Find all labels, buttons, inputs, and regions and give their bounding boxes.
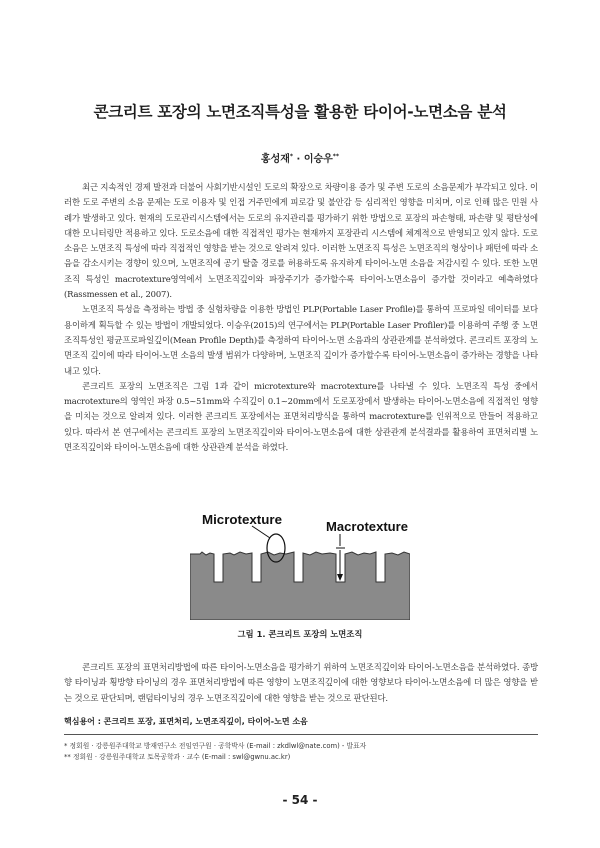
author-mark: **: [332, 153, 340, 160]
conclusion-text: [64, 660, 538, 706]
texture-diagram: [190, 512, 410, 620]
texture-figure: [190, 512, 410, 620]
author-name: 홍성재: [260, 154, 290, 165]
microtexture-leader: [252, 526, 270, 538]
body-text: [64, 180, 538, 455]
paper-title: 콘크리트 포장의 노면조직특성을 활용한 타이어-노면소음 분석: [93, 103, 507, 121]
body-paragraph: 콘크리트 포장의 표면처리방법에 따른 타이어-노면소음을 평가하기 위하여 노면조직깊이와 타이어-노면소음을 분석하였다. 종방향 타이닝과 횡방향 타이닝의 경우 표면처리방법에 따른 영향이 노면조직깊이에 대한 영향보다 타이어-노면소음에 더 많은 영향을 받는 것으로 판단되며, 랜덤타이닝의 경우 노면조직깊이에 대한 영향을 받는 것으로 판단된다.: [64, 662, 538, 703]
footnote: * 정회원 · 강릉원주대학교 방재연구소 전임연구원 · 공학박사 (E-mail : zkdlwl@nate.com) - 발표자: [64, 742, 367, 750]
author-mark: *: [289, 153, 294, 160]
figure-caption: 그림 1. 콘크리트 포장의 노면조직: [237, 629, 363, 639]
pavement-surface: [190, 552, 410, 620]
author-line: [200, 150, 400, 165]
body-paragraph: 노면조직 특성을 측정하는 방법 중 실험차량을 이용한 방법인 PLP(Portable Laser Profile)를 통하여 프로파일 데이터를 보다 용이하게 획득할 수 있는 방법이 개발되었다. 이승우(2015)의 연구에서는 PLP(Portable Laser Profiler)를 이용하여 주행 중 노면조직특성인 평균프로파일깊이(Mean Profile Depth)를 측정하여 타이어-노면 소음과의 상관관계를 분석하였다. 콘크리트 포장의 노면조직 깊이에 따라 타이어-노면 소음의 발생 범위가 다양하며, 노면조직 깊이가 증가할수록 타이어-노면소음이 증가하는 경향을 나타내고 있다.: [64, 304, 538, 376]
page-number: - 54 -: [282, 793, 318, 807]
footnote: ** 정회원 · 강릉원주대학교 토목공학과 · 교수 (E-mail : swl@gwnu.ac.kr): [64, 753, 291, 761]
keywords: 핵심용어 : 콘크리트 포장, 표면처리, 노면조직깊이, 타이어-노면 소음: [64, 717, 308, 726]
body-paragraph: 최근 지속적인 경제 발전과 더불어 사회기반시설인 도로의 확장으로 차량이용 증가 및 주변 도로의 소음문제가 부각되고 있다. 이러한 도로 주변의 소음 문제는 도로 이용자 및 인접 거주민에게 피로감 및 불안감 등 심리적인 영향을 미치며, 이로 인해 많은 민원 사례가 발생하고 있다. 현재의 도로관리시스템에서는 도로의 유지관리를 평가하기 위한 방법으로 포장의 파손형태, 파손량 및 평탄성에 대한 모니터링만 적용하고 있다. 도로소음에 대한 직접적인 평가는 현재까지 포장관리 시스템에 체계적으로 반영되고 있지 않다. 도로소음은 노면조직 특성에 따라 직접적인 영향을 받는 것으로 알려져 있다. 이러한 노면조직 특성은 노면조직의 형상이나 패턴에 따라 소음을 감소시키는 경향이 있으며, 노면조직에 공기 탈출 경로를 허용하도록 유지하게 타이어-노면 소음을 저감시킬 수 있다. 또한 노면조직 특성인 macrotexture영역에서 노면조직깊이와 파장주기가 증가할수록 타이어-노면소음이 증가할 것이라고 예측하였다(Rassmessen et al., 2007).: [64, 182, 538, 300]
microtexture-label: Microtexture: [202, 512, 282, 527]
footnotes: [64, 741, 544, 763]
body-paragraph: 콘크리트 포장의 노면조직은 그림 1과 같이 microtexture와 macrotexture를 나타낼 수 있다. 노면조직 특성 중에서 macrotexture의 영역인 파장 0.5~51mm와 수직깊이 0.1~20mm에서 도로포장에서 발생하는 타이어-노면소음에 직접적인 영향을 미치는 것으로 알려져 있다. 이러한 콘크리트 포장에서는 표면처리방식을 통하여 macrotexture를 인위적으로 만들어 적용하고 있다. 따라서 본 연구에서는 콘크리트 포장의 노면조직깊이와 타이어-노면소음에 대한 상관관계 분석결과를 활용하여 표면처리별 노면조직깊이와 타이어-노면소음에 대한 상관관계 분석을 하였다.: [64, 380, 538, 453]
footnote-divider: [64, 734, 538, 735]
macrotexture-label: Macrotexture: [326, 519, 408, 534]
macrotexture-arrowhead: [337, 574, 343, 581]
author-name: 이승우: [303, 154, 333, 165]
author-separator: ·: [293, 154, 304, 165]
